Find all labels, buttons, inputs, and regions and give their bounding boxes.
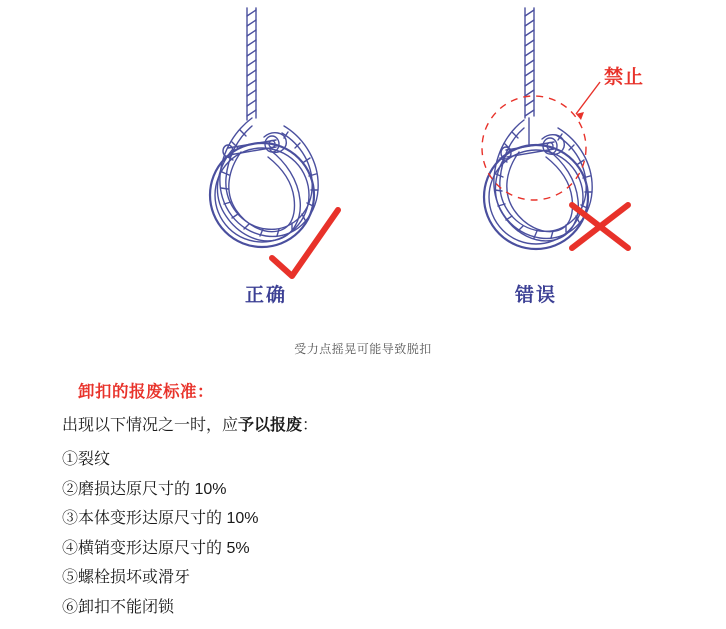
criteria-list [62, 445, 662, 623]
right-rope [525, 8, 534, 118]
list-item: ②磨损达原尺寸的 10% [62, 480, 227, 498]
list-item: ⑤螺栓损坏或滑牙 [62, 569, 191, 587]
cross-mark-icon [572, 205, 628, 248]
list-item: ③本体变形达原尺寸的 10% [62, 510, 259, 528]
intro-text [62, 414, 662, 438]
figure-caption: 受力点摇晃可能导致脱扣 [294, 342, 432, 356]
left-rope [247, 8, 256, 120]
list-item: ①裂纹 [62, 451, 111, 468]
pointer-line-icon [576, 82, 600, 114]
wrong-label: 错误 [514, 285, 557, 306]
criteria-section [62, 378, 662, 623]
intro-emphasis: 予以报废 [238, 417, 303, 434]
list-item: ⑥卸扣不能闭锁 [62, 598, 175, 616]
list-item: ④横销变形达原尺寸的 5% [62, 539, 250, 557]
intro-suffix: ： [302, 417, 319, 434]
section-title: 卸扣的报废标准： [78, 383, 214, 401]
left-sling [220, 118, 318, 236]
correct-label: 正确 [244, 285, 287, 306]
intro-prefix: 出现以下情况之一时，应 [62, 417, 239, 434]
forbidden-label: 禁止 [604, 67, 645, 88]
